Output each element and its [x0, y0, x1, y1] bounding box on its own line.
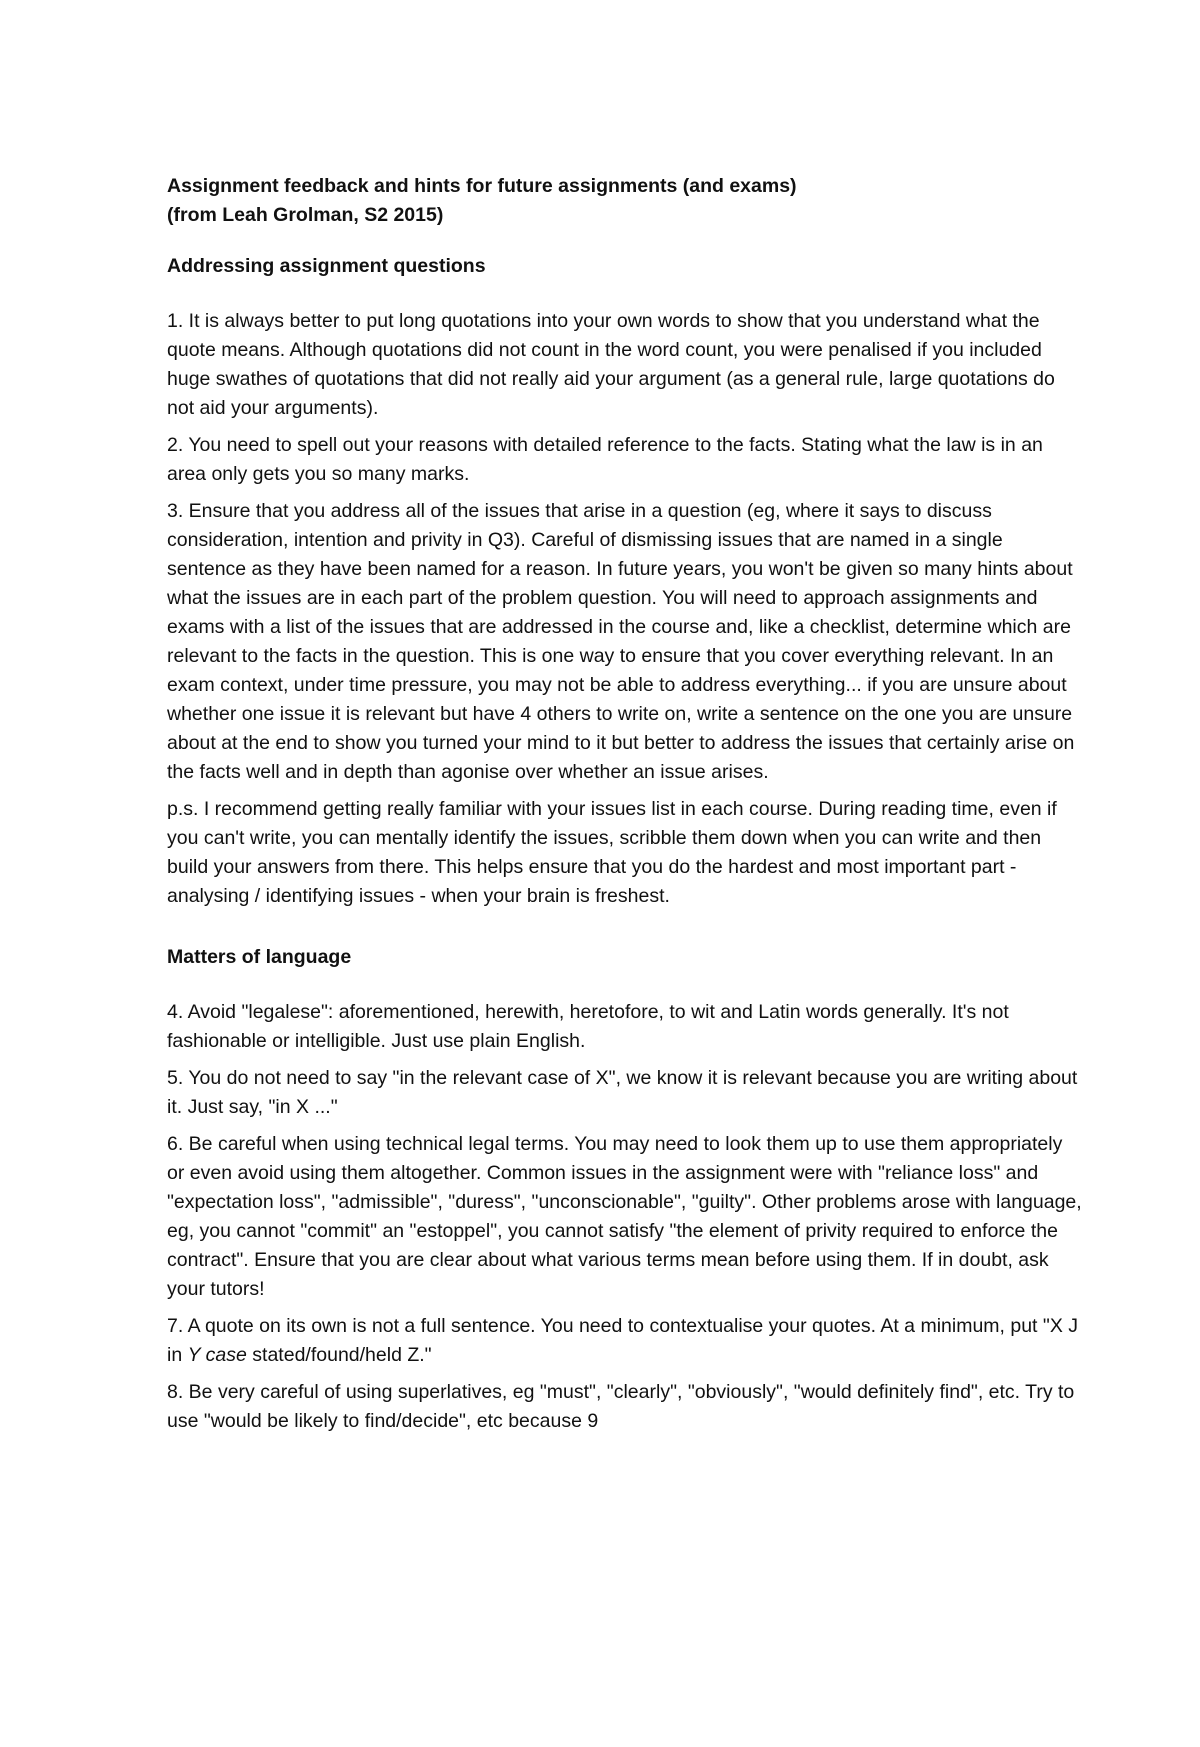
- paragraph-5: 5. You do not need to say "in the relevant case of X", we know it is relevant because you are writing about it. Just say, "in X ...": [167, 1067, 1078, 1118]
- paragraph-7-case-name: Y case: [187, 1344, 247, 1366]
- paragraph-ps: p.s. I recommend getting really familiar with your issues list in each course. During reading time, even if you can't write, you can mentally identify the issues, scribble them down when you can write and then build your answers from there. This helps ensure that you do the hardest and most important part - analysing / identifying issues - when your brain is freshest.: [167, 798, 1057, 907]
- paragraph-6: 6. Be careful when using technical legal terms. You may need to look them up to use them appropriately or even avoid using them altogether. Common issues in the assignment were with "reliance loss" and "expectation loss", "admissible", "duress", "unconscionable", "guilty". Other problems arose with language, eg, you cannot "commit" an "estoppel", you cannot satisfy "the element of privity required to enforce the contract". Ensure that you are clear about what various terms mean before using them. If in doubt, ask your tutors!: [167, 1133, 1082, 1300]
- section-heading-language: Matters of language: [167, 946, 352, 968]
- paragraph-7: [167, 1312, 1082, 1370]
- paragraph-2: 2. You need to spell out your reasons with detailed reference to the facts. Stating what the law is in an area only gets you so many marks.: [167, 434, 1043, 485]
- paragraph-7-text-end: stated/found/held Z.": [246, 1344, 432, 1366]
- paragraph-8: 8. Be very careful of using superlatives, eg "must", "clearly", "obviously", "would definitely find", etc. Try to use "would be likely to find/decide", etc because 9: [167, 1381, 1075, 1432]
- paragraph-1: 1. It is always better to put long quotations into your own words to show that you understand what the quote means. Although quotations did not count in the word count, you were penalised if you included huge swathes of quotations that did not really aid your argument (as a general rule, large quotations do not aid your arguments).: [167, 310, 1055, 419]
- title-line-2: (from Leah Grolman, S2 2015): [167, 204, 444, 226]
- title-line-1: Assignment feedback and hints for future assignments (and exams): [167, 175, 797, 197]
- paragraph-4: 4. Avoid "legalese": aforementioned, herewith, heretofore, to wit and Latin words generally. It's not fashionable or intelligible. Just use plain English.: [167, 1001, 1009, 1052]
- section-heading-addressing: Addressing assignment questions: [167, 255, 486, 277]
- document-body: [167, 172, 1082, 1436]
- document-title: [167, 172, 1082, 230]
- paragraph-7-text-start: 7. A quote on its own is not a full sentence. You need to contextualise your quotes. At a minimum, put "X J in: [167, 1315, 1078, 1366]
- paragraph-3: 3. Ensure that you address all of the issues that arise in a question (eg, where it says to discuss consideration, intention and privity in Q3). Careful of dismissing issues that are named in a single sentence as they have been named for a reason. In future years, you won't be given so many hints about what the issues are in each part of the problem question. You will need to approach assignments and exams with a list of the issues that are addressed in the course and, like a checklist, determine which are relevant to the facts in the question. This is one way to ensure that you cover everything relevant. In an exam context, under time pressure, you may not be able to address everything... if you are unsure about whether one issue it is relevant but have 4 others to write on, write a sentence on the one you are unsure about at the end to show you turned your mind to it but better to address the issues that certainly arise on the facts well and in depth than agonise over whether an issue arises.: [167, 500, 1075, 783]
